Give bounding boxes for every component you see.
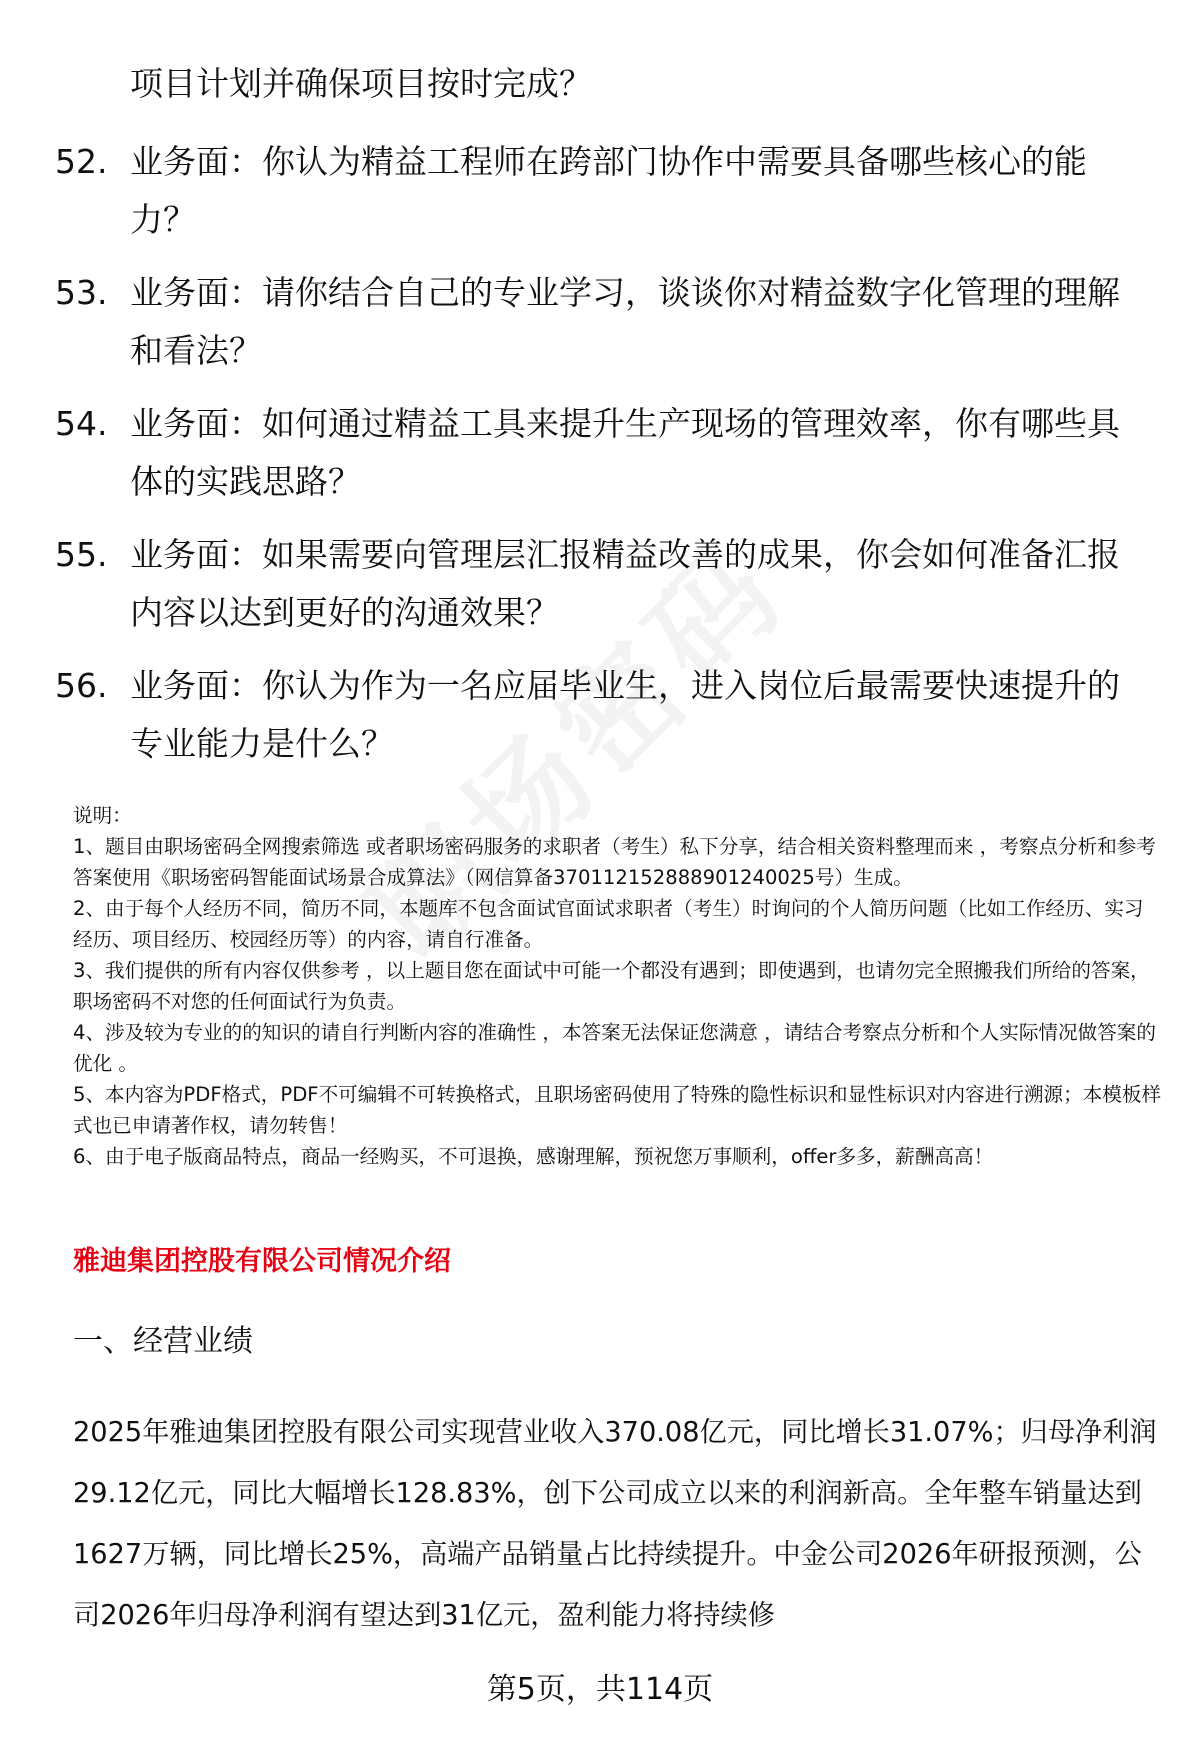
note-item: 4、涉及较为专业的的知识的请自行判断内容的准确性 ，本答案无法保证您满意 ，请结合考察点分析和个人实际情况做答案的优化 。 xyxy=(73,1021,1156,1075)
question-text: 业务面：请你结合自己的专业学习，谈谈你对精益数字化管理的理解和看法？ xyxy=(130,273,1120,370)
question-number: 54. xyxy=(55,404,108,443)
question-item xyxy=(55,526,1150,642)
note-item: 1、题目由职场密码全网搜索筛选 或者职场密码服务的求职者（考生）私下分享，结合相关资料整理而来 ，考察点分析和参考答案使用《职场密码智能面试场景合成算法》（网信算备370112152888901240025号）生成。 xyxy=(73,835,1156,889)
question-number: 53. xyxy=(55,273,108,312)
note-item: 5、本内容为PDF格式，PDF不可编辑不可转换格式，且职场密码使用了特殊的隐性标识和显性标识对内容进行溯源；本模板样式也已申请著作权，请勿转售！ xyxy=(73,1083,1162,1137)
question-text: 业务面：如何通过精益工具来提升生产现场的管理效率，你有哪些具体的实践思路？ xyxy=(130,404,1120,501)
question-item xyxy=(55,657,1150,773)
question-number: 52. xyxy=(55,142,108,181)
notes-heading: 说明： xyxy=(73,804,132,827)
question-list xyxy=(55,133,1150,788)
business-performance-paragraph: 2025年雅迪集团控股有限公司实现营业收入370.08亿元，同比增长31.07%；归母净利润29.12亿元，同比大幅增长128.83%，创下公司成立以来的利润新高。全年整车销量达到1627万辆，同比增长25%，高端产品销量占比持续提升。中金公司2026年研报预测，公司2026年归母净利润有望达到31亿元，盈利能力将持续修 xyxy=(73,1417,1157,1631)
question-text: 业务面：你认为精益工程师在跨部门协作中需要具备哪些核心的能力？ xyxy=(130,142,1087,239)
note-item: 2、由于每个人经历不同，简历不同，本题库不包含面试官面试求职者（考生）时询问的个人简历问题（比如工作经历、实习经历、项目经历、校园经历等）的内容，请自行准备。 xyxy=(73,897,1144,951)
note-item: 6、由于电子版商品特点，商品一经购买，不可退换，感谢理解，预祝您万事顺利，offer多多，薪酬高高！ xyxy=(73,1145,994,1168)
question-item xyxy=(55,264,1150,380)
question-text: 业务面：如果需要向管理层汇报精益改善的成果，你会如何准备汇报内容以达到更好的沟通效果？ xyxy=(130,535,1120,632)
question-item xyxy=(55,133,1150,249)
question-continuation: 项目计划并确保项目按时完成？ xyxy=(130,64,592,103)
question-item xyxy=(55,395,1150,511)
question-number: 56. xyxy=(55,666,108,705)
page-footer: 第5页，共114页 xyxy=(486,1672,714,1707)
question-text: 业务面：你认为作为一名应届毕业生，进入岗位后最需要快速提升的专业能力是什么？ xyxy=(130,666,1120,763)
note-item: 3、我们提供的所有内容仅供参考 ，以上题目您在面试中可能一个都没有遇到；即使遇到，也请勿完全照搬我们所给的答案，职场密码不对您的任何面试行为负责。 xyxy=(73,959,1150,1013)
question-number: 55. xyxy=(55,535,108,574)
company-title: 雅迪集团控股有限公司情况介绍 xyxy=(73,1246,451,1277)
section-heading: 一、经营业绩 xyxy=(73,1324,253,1359)
notes-section xyxy=(73,800,1163,1172)
